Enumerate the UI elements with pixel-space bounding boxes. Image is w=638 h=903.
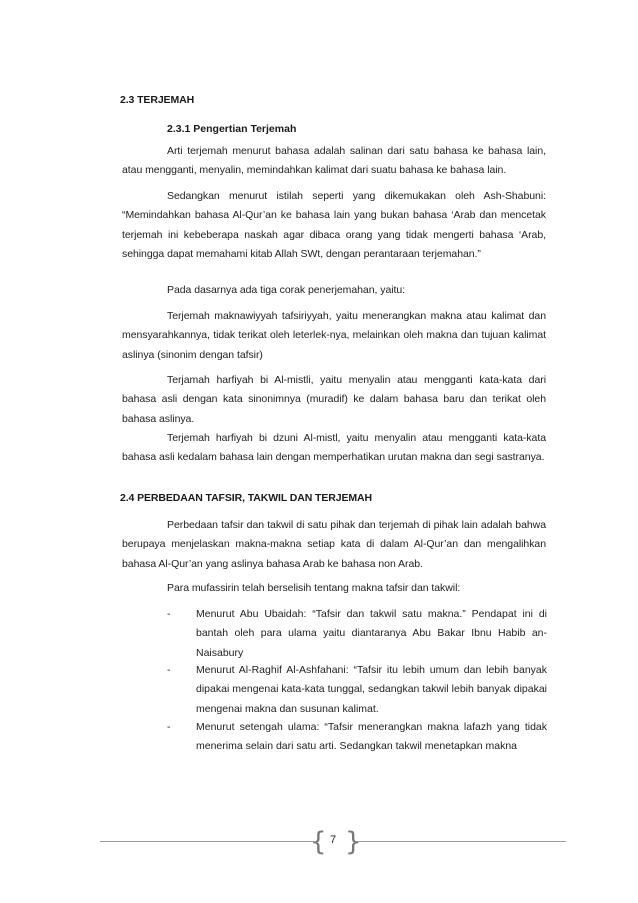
list-bullet: - [167, 664, 171, 676]
paragraph-perbedaan: Perbedaan tafsir dan takwil di satu pihak dan terjemah di pihak lain adalah bahwa berupaya menjelaskan makna-makna setiap kata di dalam Al-Qur’an dan mengalihkan bahasa Al-Qur’an yang aslinya bahasa Arab ke bahasa non Arab. [122, 519, 546, 570]
footer-left-bracket: { [310, 827, 327, 857]
section-heading-perbedaan: 2.4 PERBEDAAN TAFSIR, TAKWIL DAN TERJEMAH [120, 492, 372, 504]
paragraph-harfiyah-bi-dzuni: Terjemah harfiyah bi dzuni Al-mistl, yaitu menyalin atau mengganti kata-kata bahasa asli kedalam bahasa lain dengan memperhatikan urutan makna dan segi sastranya. [122, 432, 546, 464]
paragraph-tiga-corak: Pada dasarnya ada tiga corak penerjemahan, yaitu: [167, 284, 406, 296]
subsection-heading-pengertian: 2.3.1 Pengertian Terjemah [167, 123, 297, 135]
paragraph-mufassirin: Para mufassirin telah berselisih tentang makna tafsir dan takwil: [167, 582, 461, 594]
paragraph-maknawiyyah: Terjemah maknawiyyah tafsiriyyah, yaitu menerangkan makna atau kalimat dan mensyarahkannya, tidak terikat oleh leterlek-nya, melainkan oleh makna dan tujuan kalimat aslinya (sinonim dengan tafsir) [122, 310, 546, 361]
page-number: 7 [329, 834, 337, 846]
paragraph-arti-terjemah: Arti terjemah menurut bahasa adalah salinan dari satu bahasa ke bahasa lain, atau mengganti, menyalin, memindahkan kalimat dari suatu bahasa ke bahasa lain. [122, 145, 546, 177]
list-item-text: Menurut setengah ulama: “Tafsir menerangkan makna lafazh yang tidak menerima selain dari satu arti. Sedangkan takwil menetapkan makna [196, 721, 547, 753]
list-bullet: - [167, 721, 171, 733]
paragraph-harfiyah-bi-mistli: Terjamah harfiyah bi Al-mistli, yaitu menyalin atau mengganti kata-kata dari bahasa asli dengan kata sinonimnya (muradif) ke dalam bahasa baru dan terikat oleh bahasa aslinya. [122, 374, 546, 425]
list-item-text: Menurut Al-Raghif Al-Ashfahani: “Tafsir itu lebih umum dan lebih banyak dipakai mengenai kata-kata tunggal, sedangkan takwil lebih banyak dipakai mengenai makna dan susunan kalimat. [196, 664, 547, 715]
footer-rule-left [100, 841, 314, 842]
list-item-text: Menurut Abu Ubaidah: “Tafsir dan takwil satu makna.” Pendapat ini di bantah oleh para ulama yaitu diantaranya Abu Bakar Ibnu Habib an-Naisabury [196, 608, 547, 659]
list-bullet: - [167, 608, 171, 620]
footer-right-bracket: } [345, 827, 362, 857]
section-heading-terjemah: 2.3 TERJEMAH [120, 94, 195, 106]
footer-rule-right [357, 841, 566, 842]
paragraph-ash-shabuni: Sedangkan menurut istilah seperti yang dikemukakan oleh Ash-Shabuni: “Memindahkan bahasa Al-Qur’an ke bahasa lain yang bukan bahasa ‘Arab dan mencetak terjemah ini kebeberapa naskah agar dibaca orang yang tidak mengerti bahasa ‘Arab, sehingga dapat memahami kitab Allah SWt, dengan perantaraan terjemahan.” [122, 190, 546, 260]
